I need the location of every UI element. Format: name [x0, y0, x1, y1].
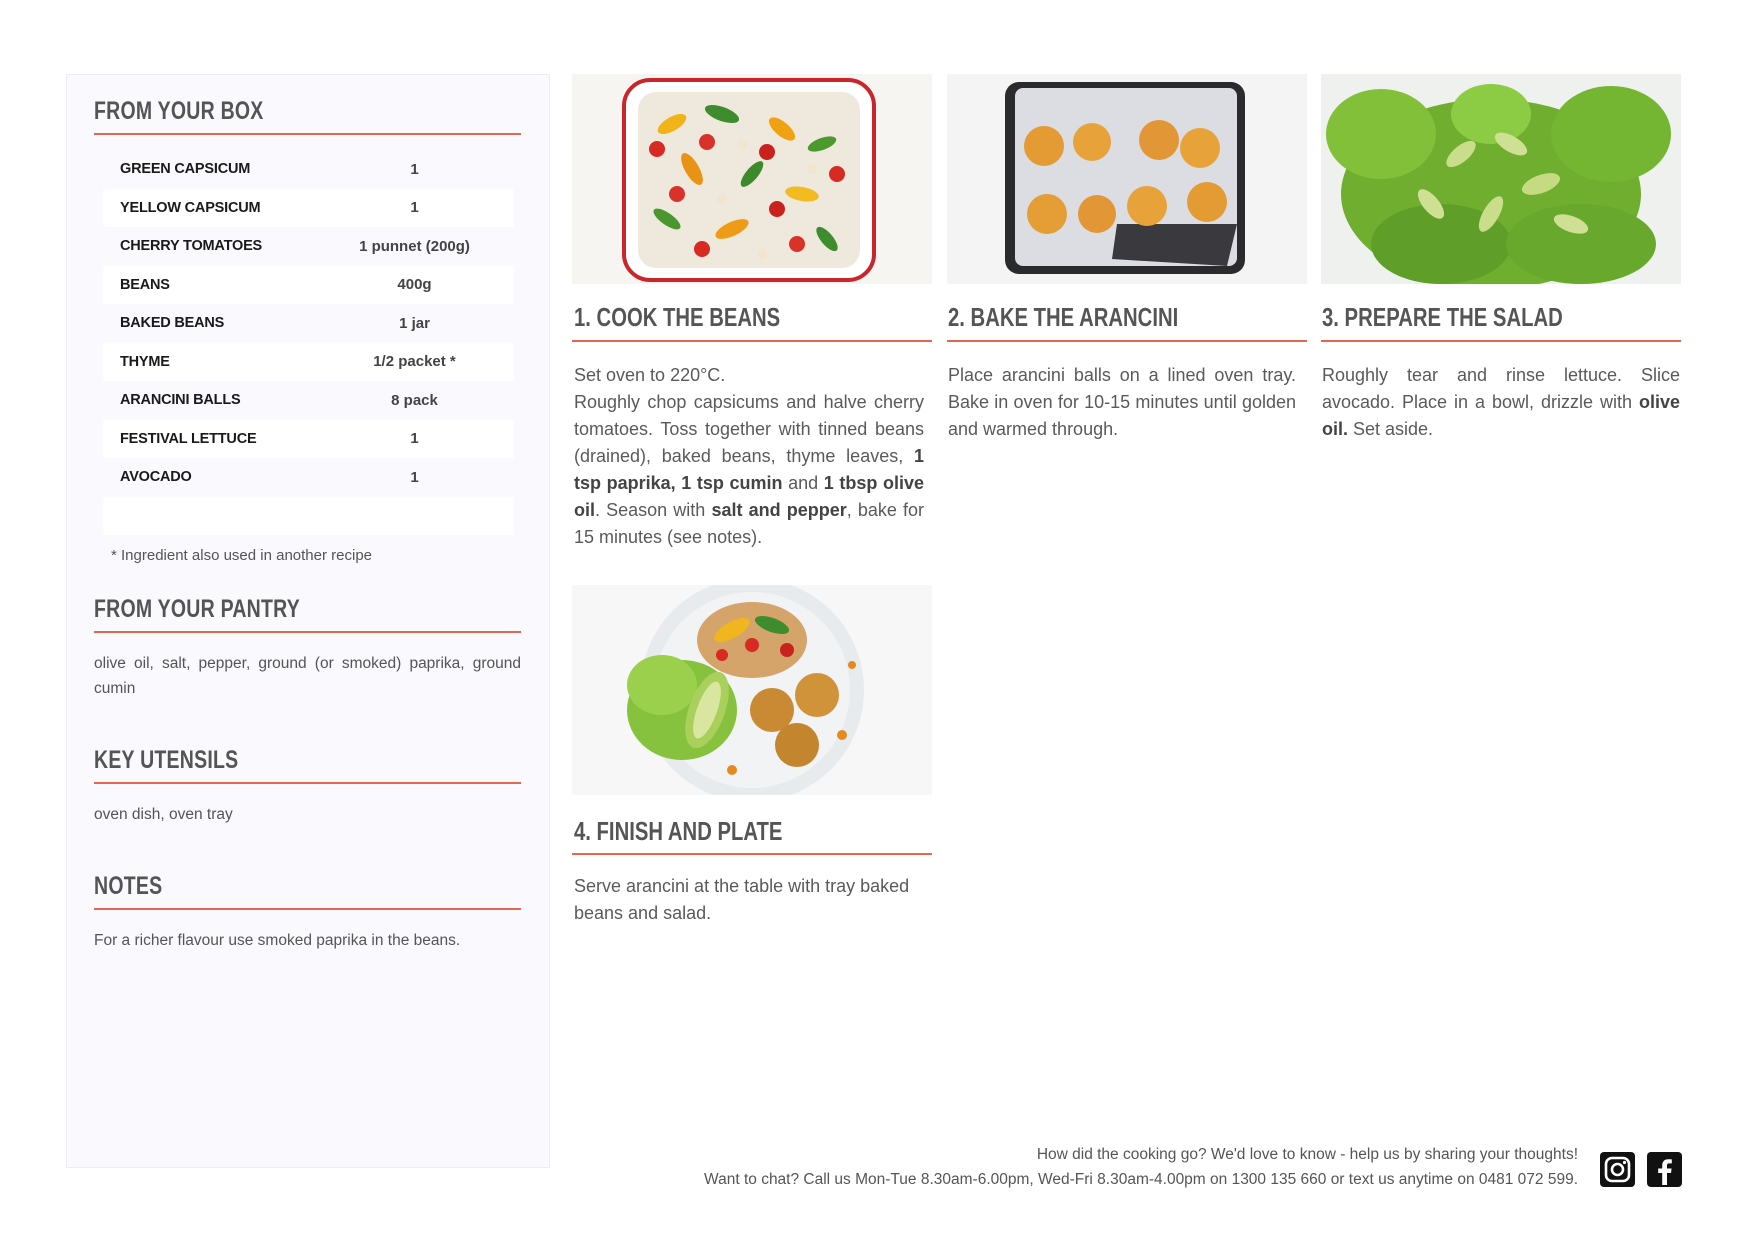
- ingredient-name: CHERRY TOMATOES: [120, 238, 263, 255]
- step-4-instructions: Serve arancini at the table with tray baked beans and salad.: [574, 876, 910, 923]
- ingredient-row: [103, 304, 514, 343]
- section-divider: [1321, 340, 1681, 342]
- ingredient-qty: 1/2 packet *: [373, 353, 456, 371]
- step-2-title: 2. BAKE THE ARANCINI: [948, 302, 1179, 332]
- step-1-line: Set oven to 220°C.: [574, 365, 726, 385]
- ingredient-row: [103, 381, 514, 420]
- ingredient-row: [103, 189, 514, 228]
- ingredient-qty: 1: [410, 468, 419, 486]
- ingredient-row: [103, 266, 514, 305]
- ingredient-row: [103, 458, 514, 497]
- ingredient-qty: 1: [410, 160, 419, 178]
- ingredient-name: YELLOW CAPSICUM: [120, 199, 261, 216]
- from-your-box-heading: FROM YOUR BOX: [94, 97, 264, 125]
- ingredient-name: ARANCINI BALLS: [120, 392, 241, 409]
- step-4-title: 4. FINISH AND PLATE: [574, 816, 783, 846]
- ingredient-footnote: * Ingredient also used in another recipe: [111, 547, 373, 564]
- arancini-on-tray-image: [947, 74, 1307, 284]
- text-span: and: [782, 473, 824, 493]
- section-divider: [572, 853, 932, 855]
- ingredient-name: THYME: [120, 353, 170, 370]
- lettuce-avocado-salad-image: [1321, 74, 1681, 284]
- ingredient-row-empty: [103, 497, 514, 536]
- step-3-instructions: [1322, 362, 1680, 443]
- ingredient-name: BAKED BEANS: [120, 315, 225, 332]
- section-divider: [94, 782, 521, 784]
- section-divider: [94, 631, 521, 633]
- feedback-prompt: How did the cooking go? We'd love to know - help us by sharing your thoughts!: [1036, 1146, 1578, 1163]
- ingredient-name: GREEN CAPSICUM: [120, 161, 251, 178]
- pantry-list: olive oil, salt, pepper, ground (or smoked) paprika, ground cumin: [94, 655, 521, 697]
- ingredient-qty: 1 punnet (200g): [359, 237, 470, 255]
- ingredient-name: BEANS: [120, 276, 170, 293]
- beans-in-oven-dish-image: [572, 74, 932, 284]
- text-span: . Season with: [595, 500, 712, 520]
- ingredient-qty: 8 pack: [391, 391, 438, 409]
- text-span: Roughly tear and rinse lettuce. Slice avocado. Place in a bowl, drizzle with: [1322, 365, 1680, 412]
- bold-amount: 1 tsp paprika, 1 tsp cumin: [574, 446, 924, 493]
- ingredient-qty: 400g: [397, 276, 432, 294]
- ingredient-name: AVOCADO: [120, 469, 192, 486]
- ingredient-row: [103, 343, 514, 382]
- notes-text: For a richer flavour use smoked paprika in the beans.: [94, 932, 461, 949]
- step-3-title: 3. PREPARE THE SALAD: [1322, 302, 1563, 332]
- step-1-paragraph: [574, 389, 924, 551]
- text-span: , bake for 15 minutes (see notes).: [574, 500, 925, 547]
- text-span: Roughly chop capsicums and halve cherry tomatoes. Toss together with tinned beans (drained), baked beans, thyme leaves,: [574, 392, 924, 466]
- bold-amount: 1 tbsp olive oil: [574, 473, 924, 520]
- section-divider: [572, 340, 932, 342]
- facebook-icon[interactable]: [1647, 1152, 1682, 1187]
- instagram-icon[interactable]: [1600, 1152, 1635, 1187]
- ingredient-row: [103, 150, 514, 189]
- ingredient-row: [103, 420, 514, 459]
- ingredient-name: FESTIVAL LETTUCE: [120, 430, 257, 447]
- ingredient-qty: 1 jar: [399, 314, 430, 332]
- step-2-instructions: Place arancini balls on a lined oven tray. Bake in oven for 10-15 minutes until golden and warmed through.: [948, 365, 1296, 439]
- plated-meal-image: [572, 585, 932, 795]
- ingredient-row: [103, 227, 514, 266]
- section-divider: [94, 133, 521, 135]
- notes-heading: NOTES: [94, 872, 163, 900]
- ingredients-panel: [66, 74, 550, 1168]
- ingredient-table: [103, 150, 514, 535]
- from-your-pantry-heading: FROM YOUR PANTRY: [94, 595, 300, 623]
- contact-info: Want to chat? Call us Mon-Tue 8.30am-6.00pm, Wed-Fri 8.30am-4.00pm on 1300 135 660 or text us anytime on 0481 072 599.: [704, 1171, 1578, 1188]
- section-divider: [947, 340, 1307, 342]
- section-divider: [94, 908, 521, 910]
- ingredient-qty: 1: [410, 199, 419, 217]
- key-utensils-heading: KEY UTENSILS: [94, 746, 239, 774]
- bold-amount: olive oil.: [1322, 392, 1680, 439]
- ingredient-qty: 1: [410, 430, 419, 448]
- text-span: Set aside.: [1348, 419, 1434, 439]
- step-1-instructions: [574, 362, 924, 551]
- step-1-title: 1. COOK THE BEANS: [574, 302, 781, 332]
- utensils-list: oven dish, oven tray: [94, 806, 233, 823]
- bold-amount: salt and pepper: [711, 500, 847, 520]
